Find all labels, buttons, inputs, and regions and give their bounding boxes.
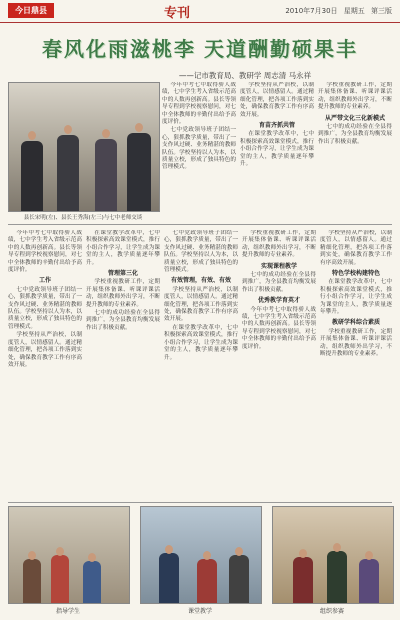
paragraph: 今年中考七中取得骄人战绩，七中学生考入省级示范高中的人数再创新高。县长等领导专程到学校视察慰问，对七中全体教师的辛勤付出给予高度评价。: [242, 306, 316, 350]
issue-date: 2010年7月30日: [285, 7, 338, 15]
article-column: [164, 230, 238, 498]
paragraph: 在课堂教学改革中，七中积极探索高效课堂模式，推行小组合作学习，让学生成为课堂的主人，教学质量逐年攀升。: [164, 324, 238, 361]
bottom-caption-left: 指导学生: [55, 608, 80, 615]
subhead: 有效管理，有效、有效: [170, 277, 231, 285]
headline-part2: 天道酬勤硕果丰: [204, 36, 358, 61]
subhead: 育苗齐抓共管: [258, 122, 295, 130]
masthead: [0, 0, 400, 23]
paragraph: 在课堂教学改革中，七中积极探索高效课堂模式，推行小组合作学习，让学生成为课堂的主人，教学质量逐年攀升。: [240, 131, 314, 168]
paragraph: 在课堂教学改革中，七中积极探索高效课堂模式，推行小组合作学习，让学生成为课堂的主人，教学质量逐年攀升。: [320, 279, 392, 316]
main-photo: [8, 82, 160, 212]
paragraph: 七中的成功经验在全县得到推广，为全县教育均衡发展作出了积极贡献。: [242, 272, 316, 293]
bottom-photo-right: [272, 506, 394, 604]
issue-page: 第三版: [371, 7, 392, 15]
paragraph: 七中党政领导班子团结一心，狠抓教学质量，带出了一支作风过硬、业务精湛的教师队伍。学校坚持以人为本，以质量立校，形成了独具特色的管理模式。: [162, 127, 236, 171]
headline-part1: 春风化雨滋桃李: [42, 36, 196, 61]
paragraph: 七中党政领导班子团结一心，狠抓教学质量，带出了一支作风过硬、业务精湛的教师队伍。学校坚持以人为本，以质量立校，形成了独具特色的管理模式。: [8, 286, 82, 330]
subhead: 管理第三化: [107, 270, 138, 278]
subhead: 实现课程教学: [260, 262, 297, 270]
subhead: 工作: [38, 277, 51, 285]
section-title: 专刊: [164, 6, 191, 21]
newspaper-logo: 今日鼎县: [8, 3, 54, 18]
sub-headline: ——记市教育局、教研学 周志清 马永祥: [178, 71, 312, 80]
article-column: [8, 230, 82, 498]
paragraph: 学校重视教研工作，定期开展集体备课、听课评课活动，组织教师外出学习，不断提升教师的专业素养。: [86, 279, 160, 308]
paragraph: 学校重视教研工作，定期开展集体备课、听课评课活动，组织教师外出学习，不断提升教师的专业素养。: [320, 328, 392, 358]
paragraph: 学校坚持从严治校，以制度管人，以情感留人。通过精细化管理，把各项工作落到实处，确保教育教学工作有序高效开展。: [8, 332, 82, 368]
article-column: [86, 230, 160, 498]
subhead: 从严带文化三化新模式: [324, 114, 385, 122]
bottom-photo-left: [8, 506, 130, 604]
article-column: [318, 82, 392, 222]
bottom-photo-middle: [140, 506, 262, 604]
subhead: 教研学科综合素质: [331, 319, 380, 327]
issue-info: [281, 6, 392, 16]
paragraph: 学校坚持从严治校，以制度管人，以情感留人。通过精细化管理，把各项工作落到实处，确保教育教学工作有序高效开展。: [164, 286, 238, 323]
paragraph: 七中党政领导班子团结一心，狠抓教学质量，带出了一支作风过硬、业务精湛的教师队伍。学校坚持以人为本，以质量立校，形成了独具特色的管理模式。: [164, 230, 238, 274]
paragraph: 学校坚持从严治校，以制度管人，以情感留人。通过精细化管理，把各项工作落到实处，确保教育教学工作有序高效开展。: [320, 230, 392, 266]
paragraph: 学校坚持从严治校，以制度管人，以情感留人。通过精细化管理，把各项工作落到实处，确保教育教学工作有序高效开展。: [240, 82, 314, 118]
article-column: [320, 230, 392, 498]
paragraph: 今年中考七中取得骄人战绩，七中学生考入省级示范高中的人数再创新高。县长等领导专程到学校视察慰问，对七中全体教师的辛勤付出给予高度评价。: [8, 230, 82, 274]
headline: [8, 26, 392, 68]
article-column: [240, 82, 314, 222]
paragraph: 学校重视教研工作，定期开展集体备课、听课评课活动，组织教师外出学习，不断提升教师的专业素养。: [318, 82, 392, 111]
article-column: [242, 230, 316, 498]
paragraph: 七中的成功经验在全县得到推广，为全县教育均衡发展作出了积极贡献。: [86, 310, 160, 331]
subhead: 优秀教学育英才: [257, 297, 300, 305]
paragraph: 学校重视教研工作，定期开展集体备课、听课评课活动，组织教师外出学习，不断提升教师的专业素养。: [242, 230, 316, 259]
subhead: 特色学校构建特色: [331, 270, 380, 278]
paragraph: 七中的成功经验在全县得到推广，为全县教育均衡发展作出了积极贡献。: [318, 124, 392, 145]
main-photo-caption: 县长宋明(左)、县长王秀海(左三)与七中老师交谈: [23, 215, 143, 221]
paragraph: 今年中考七中取得骄人战绩，七中学生考入省级示范高中的人数再创新高。县长等领导专程到学校视察慰问，对七中全体教师的辛勤付出给予高度评价。: [162, 82, 236, 126]
paragraph: 在课堂教学改革中，七中积极探索高效课堂模式，推行小组合作学习，让学生成为课堂的主人，教学质量逐年攀升。: [86, 230, 160, 266]
bottom-caption-right: 组织参赛: [319, 608, 344, 615]
issue-weekday: 星期五: [343, 7, 365, 15]
bottom-caption-middle: 课堂教学: [187, 608, 212, 615]
article-column: [162, 82, 236, 222]
